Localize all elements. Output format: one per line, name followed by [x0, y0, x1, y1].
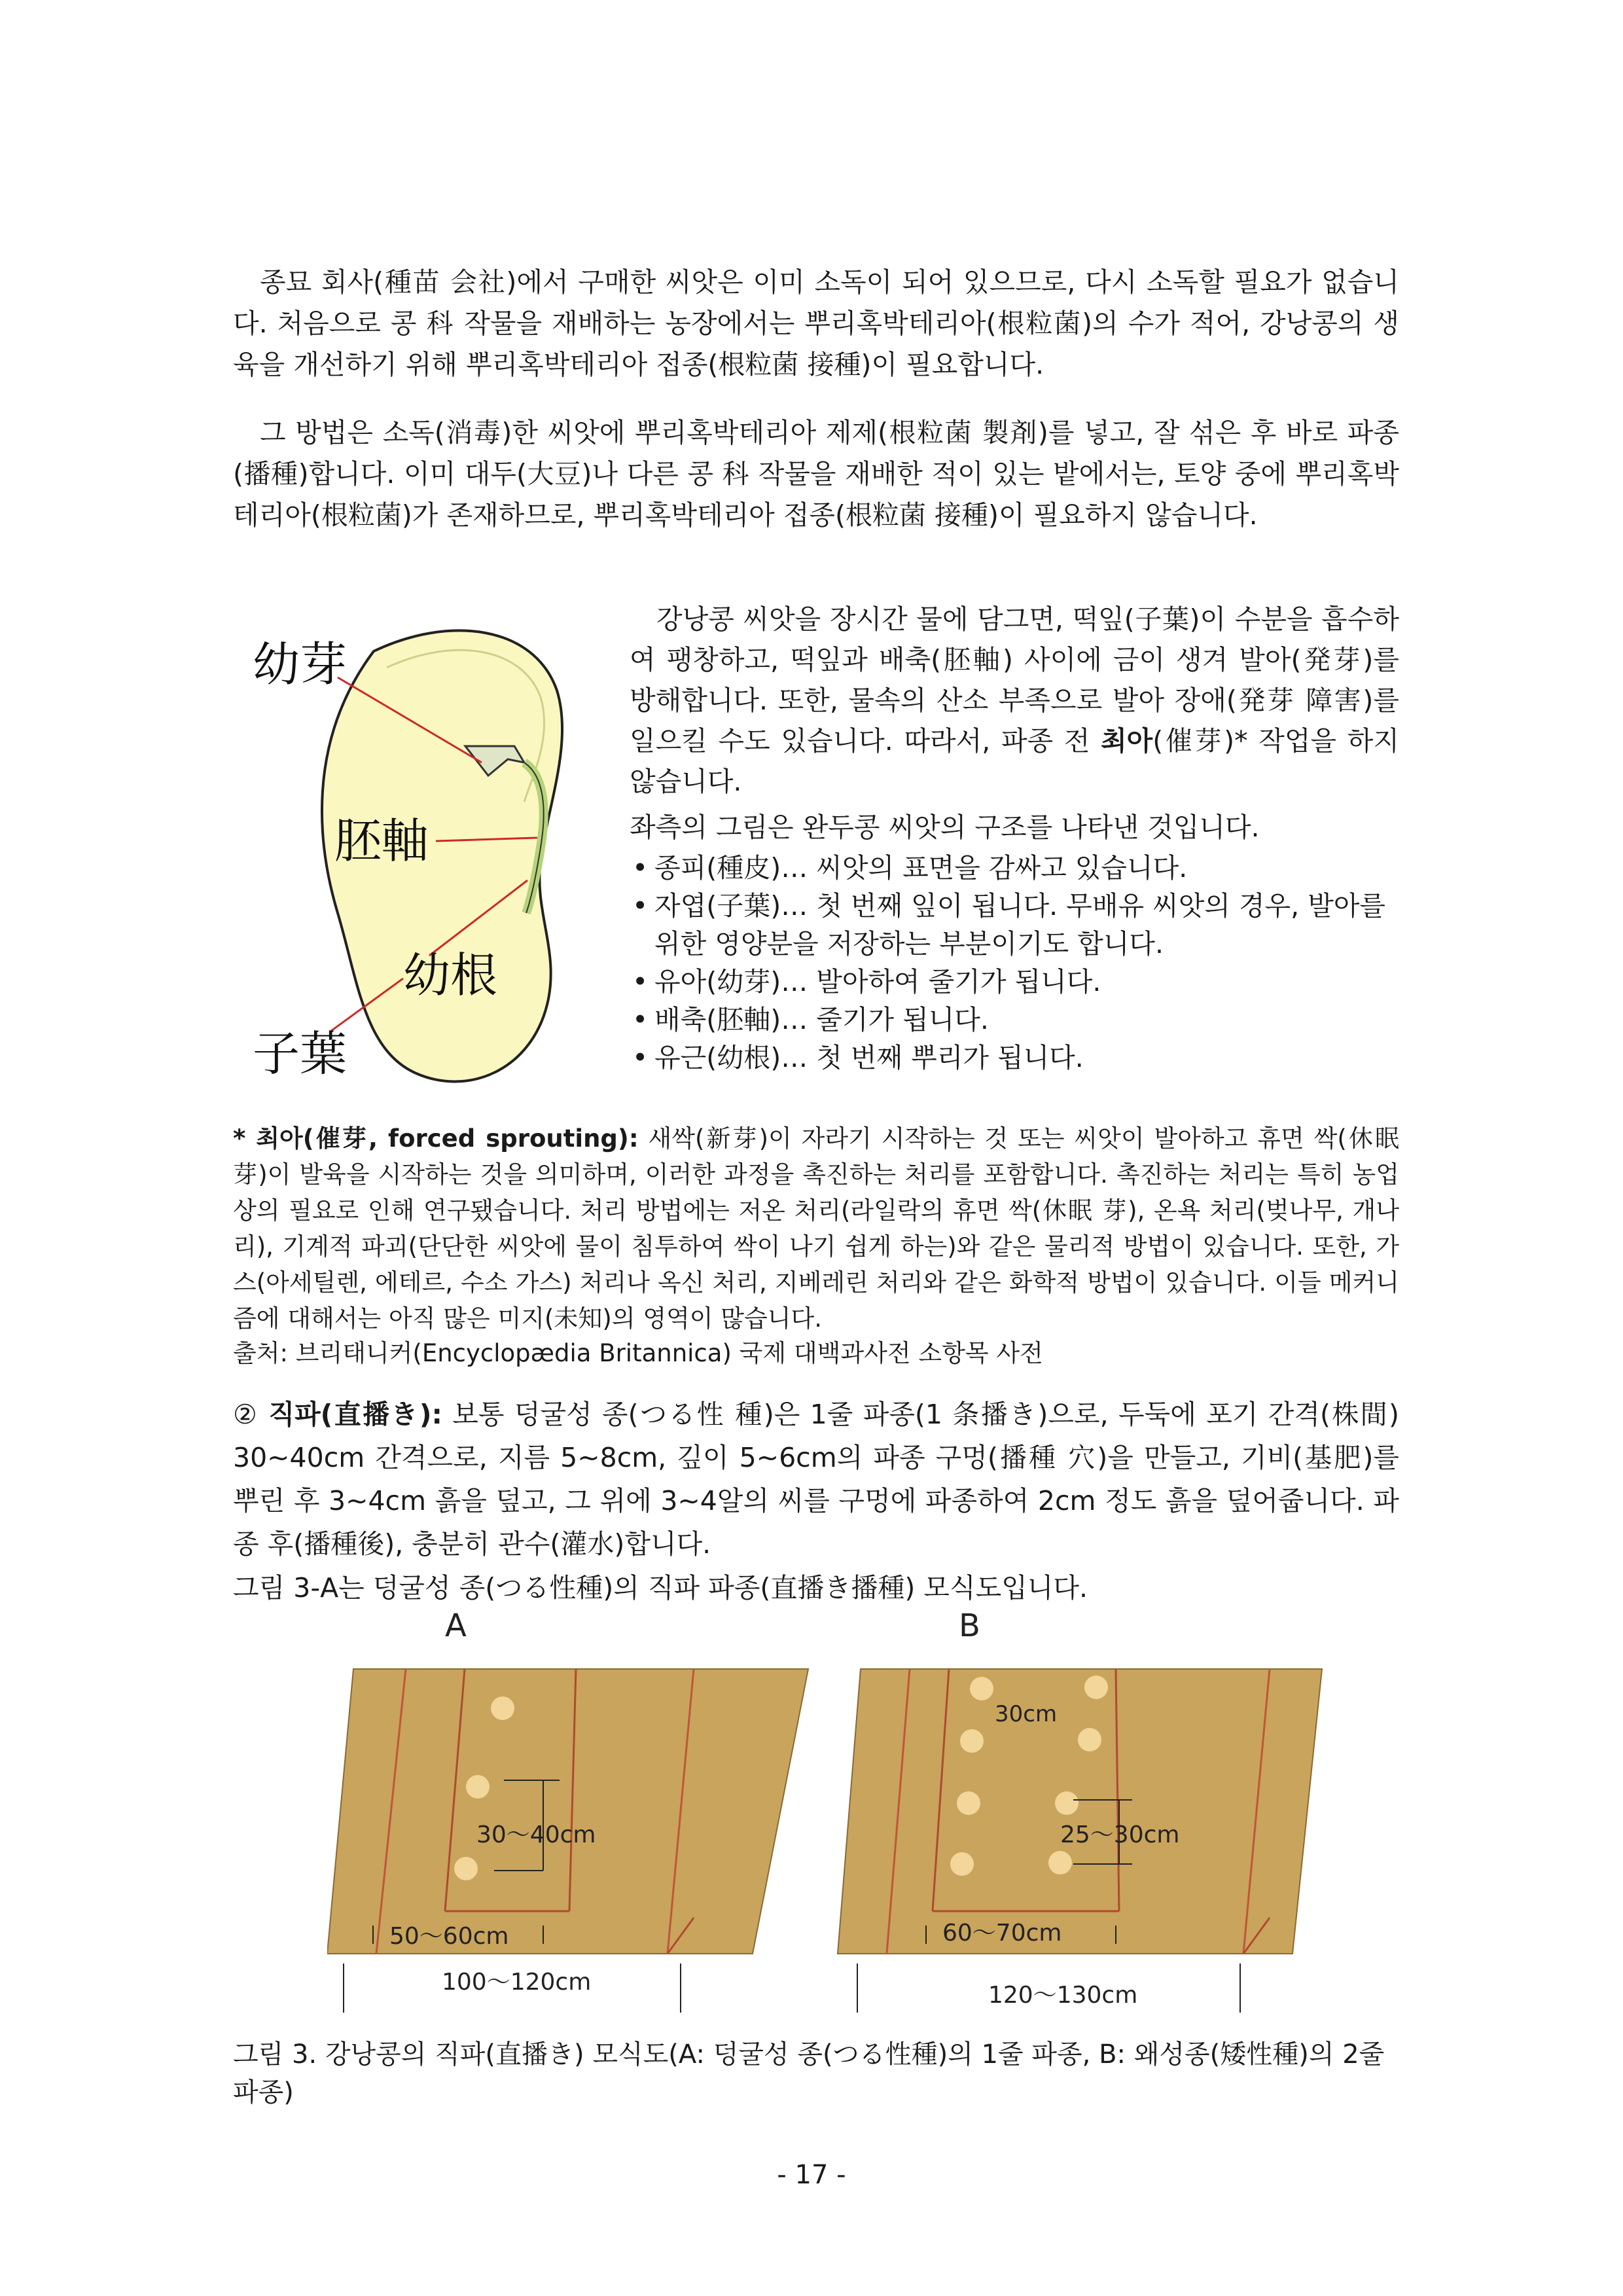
paragraph-3	[630, 599, 1399, 802]
list-item: • 유근(幼根)… 첫 번째 뿌리가 됩니다.	[630, 1039, 1399, 1077]
figure-intro: 그림 3-A는 덩굴성 종(つる性種)의 직파 파종(直播き播種) 모식도입니다.	[233, 1572, 1088, 1604]
section-body: 보통 덩굴성 종(つる性 種)은 1줄 파종(1 条播き)으로, 두둑에 포기 간격(株間) 30~40cm 간격으로, 지름 5~8cm, 깊이 5~6cm의 파종 구멍(播種 穴)을 만들고, 기비(基肥)를 뿌린 후 3~4cm 흙을 덮고, 그 위에 3~4알의 씨를 구멍에 파종하여 2cm 정도 흙을 덮어줍니다. 파종 후(播種後), 충분히 관수(灌水)합니다.	[233, 1399, 1399, 1560]
paragraph-1: 종묘 회사(種苗 会社)에서 구매한 씨앗은 이미 소독이 되어 있으므로, 다시 소독할 필요가 없습니다. 처음으로 콩 科 작물을 재배하는 농장에서는 뿌리혹박테리아(根粒菌)의 수가 적어, 강낭콩의 생육을 개선하기 위해 뿌리혹박테리아 접종(根粒菌 接種)이 필요합니다.	[233, 266, 1399, 380]
list-item: • 유아(幼芽)… 발아하여 줄기가 됩니다.	[630, 963, 1399, 1001]
paragraph-3-bold: 최아	[1101, 725, 1153, 757]
paragraph-3-text: 강낭콩 씨앗을 장시간 물에 담그면, 떡잎(子葉)이 수분을 흡수하여 팽창하고, 떡잎과 배축(胚軸) 사이에 금이 생겨 발아(発芽)를 방해합니다. 또한, 물속의 산소 부족으로 발아 장애(発芽 障害)를 일으킬 수도 있습니다. 따라서, 파종 전	[630, 603, 1399, 757]
label-plumule: 幼芽	[253, 637, 348, 692]
sowing-diagram	[327, 1610, 1348, 2016]
sowing-figure	[327, 1610, 1348, 2016]
section-title: 직파(直播き):	[268, 1399, 442, 1430]
footnote-head-term: (催芽, forced sprouting):	[302, 1124, 639, 1153]
label-radicle: 幼根	[403, 948, 498, 1003]
label-b-row: 60～70cm	[942, 1920, 1062, 1946]
footnote	[233, 1121, 1399, 1336]
footnote-body: 새싹(新芽)이 자라기 시작하는 것 또는 씨앗이 발아하고 휴면 싹(休眠 芽)이 발육을 시작하는 것을 의미하며, 이러한 과정을 촉진하는 처리를 포함합니다. 촉진하는 처리는 특히 농업상의 필요로 인해 연구됐습니다. 처리 방법에는 저온 처리(라일락의 휴면 싹(休眠 芽), 온욕 처리(벚나무, 개나리), 기계적 파괴(단단한 씨앗에 물이 침투하여 싹이 나기 쉽게 하는)와 같은 물리적 방법이 있습니다. 또한, 가스(아세틸렌, 에테르, 수소 가스) 처리나 옥신 처리, 지베레린 처리와 같은 화학적 방법이 있습니다. 이들 메커니즘에 대해서는 아직 많은 미지(未知)의 영역이 많습니다.	[233, 1124, 1399, 1333]
structure-list	[630, 849, 1399, 1077]
footnote-head: * 최아	[233, 1124, 303, 1153]
seed-diagram	[233, 612, 619, 1116]
label-a-row: 50～60cm	[389, 1923, 509, 1950]
section-number: ②	[233, 1399, 259, 1430]
figure-caption: 그림 3. 강낭콩의 직파(直播き) 모식도(A: 덩굴성 종(つる性種)의 1줄 파종, B: 왜성종(矮性種)의 2줄 파종)	[233, 2039, 1385, 2108]
label-cotyledon: 子葉	[253, 1026, 348, 1081]
paragraph-4: 좌측의 그림은 완두콩 씨앗의 구조를 나타낸 것입니다.	[630, 812, 1260, 843]
label-b-bed: 120～130cm	[988, 1982, 1138, 2009]
list-item: • 자엽(子葉)… 첫 번째 잎이 됩니다. 무배유 씨앗의 경우, 발아를 위한 영양분을 저장하는 부분이기도 합니다.	[630, 887, 1399, 963]
seed-illustration	[233, 612, 619, 1116]
footnote-source: 출처: 브리태니커(Encyclopædia Britannica) 국제 대백과사전 소항목 사전	[233, 1339, 1043, 1367]
label-hypocotyl: 胚軸	[334, 814, 429, 869]
paragraph-3-tail: (催芽)* 작업을 하지 않습니다.	[630, 725, 1399, 797]
label-a-spacing: 30～40cm	[476, 1821, 596, 1848]
label-b: B	[959, 1610, 980, 1644]
section-direct-sowing	[233, 1393, 1399, 1566]
list-item: • 종피(種皮)… 씨앗의 표면을 감싸고 있습니다.	[630, 849, 1399, 887]
label-a-bed: 100～120cm	[442, 1969, 592, 1996]
paragraph-2: 그 방법은 소독(消毒)한 씨앗에 뿌리혹박테리아 제제(根粒菌 製剤)를 넣고, 잘 섞은 후 바로 파종(播種)합니다. 이미 대두(大豆)나 다른 콩 科 작물을 재배한 적이 있는 밭에서는, 토양 중에 뿌리혹박테리아(根粒菌)가 존재하므로, 뿌리혹박테리아 접종(根粒菌 接種)이 필요하지 않습니다.	[233, 417, 1399, 531]
label-a: A	[445, 1610, 467, 1644]
label-b-spacing: 25～30cm	[1060, 1821, 1180, 1848]
list-item: • 배축(胚軸)… 줄기가 됩니다.	[630, 1001, 1399, 1039]
label-b-top: 30cm	[995, 1701, 1058, 1727]
page-number: - 17 -	[777, 2160, 846, 2190]
